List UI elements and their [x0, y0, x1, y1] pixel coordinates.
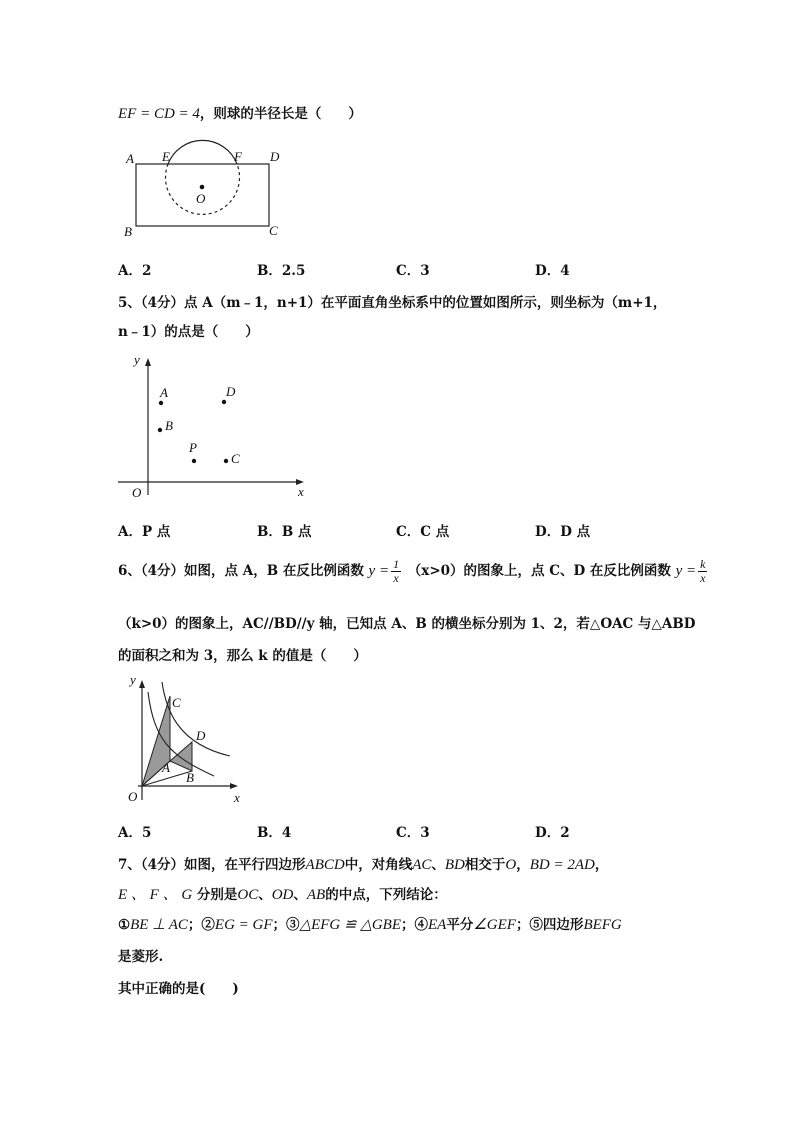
q7-sep-2: ； [272, 917, 287, 933]
q7-line1-d: 相交于 [464, 857, 506, 873]
q7-sep-1: ； [187, 917, 202, 933]
q7-line2-c: 、 [293, 887, 307, 903]
q7-line1-a: 7、（4分）如图，在平行四边形 [118, 857, 306, 873]
q7-line1-e: ， [516, 857, 530, 873]
q5-label-x: x [298, 484, 304, 499]
q5-option-d: D．D 点 [535, 524, 591, 540]
q5-point-D [222, 400, 226, 404]
q6-option-a: A．5 [118, 825, 152, 841]
q7-ac: AC [412, 857, 432, 873]
q7-od: OD [271, 887, 294, 903]
q7-c3-n: ③ [286, 917, 300, 933]
q6-line1 [118, 558, 709, 585]
q7-c4-n: ④ [414, 917, 428, 933]
q4-option-c: C．3 [396, 263, 430, 279]
q7-ab: AB [306, 887, 326, 903]
q7-c5-n: ；⑤四边形 [515, 917, 584, 933]
q5-line2: n﹣1）的点是（ ） [118, 324, 259, 340]
q5-label-P: P [189, 440, 197, 455]
q7-line1 [118, 853, 608, 874]
q7-c4-c: ∠GEF [473, 917, 516, 933]
q6-f1-den: x [393, 571, 399, 585]
q6-fraction-1 [391, 558, 401, 585]
q7-line2 [118, 883, 447, 904]
q5-label-D: D [226, 384, 236, 399]
q4-label-E: E [162, 149, 170, 164]
q6-label-A: A [162, 760, 170, 775]
q5-point-C [224, 459, 228, 463]
q7-c4-b: 平分 [446, 917, 474, 933]
q7-efg: E 、 F 、 G [118, 887, 193, 903]
q7-bd: BD [444, 857, 465, 873]
q5-point-P [192, 459, 196, 463]
q5-label-O: O [132, 485, 142, 500]
q5-line1: 5、（4分）点 A（m﹣1，n+1）在平面直角坐标系中的位置如图所示，则坐标为（m+1， [118, 295, 667, 311]
q6-y-arrow [139, 680, 145, 688]
q6-option-d: D．2 [535, 825, 570, 841]
q6-line1-b: （x>0）的图象上，点 C、D 在反比例函数 [407, 563, 671, 579]
q4-option-d: D．4 [535, 263, 570, 279]
q4-label-C: C [269, 223, 278, 238]
q7-line1-b: 中，对角线 [344, 857, 413, 873]
q7-line2-a: 分别是 [196, 887, 238, 903]
q7-line1-f: ， [594, 857, 609, 873]
q4-option-a: A．2 [118, 263, 152, 279]
q4-label-O: O [196, 191, 206, 206]
q6-label-C: C [172, 695, 181, 710]
q4-center-dot [200, 185, 205, 190]
q6-line2: （k>0）的图象上，AC//BD//y 轴，已知点 A、B 的横坐标分别为 1、2，若△OAC 与△ABD [118, 616, 696, 632]
q6-f1-y: y = [368, 563, 390, 579]
q5-label-y: y [134, 352, 140, 367]
q6-f2-den: x [700, 571, 706, 585]
q7-oc: OC [237, 887, 259, 903]
q4-label-A: A [126, 151, 134, 166]
q7-line2-b: 、 [258, 887, 272, 903]
q5-label-C: C [231, 451, 240, 466]
q7-line3 [118, 913, 622, 934]
q6-label-O: O [128, 789, 138, 804]
q6-fraction-2 [698, 558, 707, 585]
q6-figure [118, 670, 258, 810]
q7-c2: EG = GF [214, 917, 273, 933]
q7-c1-n: ① [118, 917, 131, 933]
q6-option-c: C．3 [396, 825, 430, 841]
q7-sep-3: ； [401, 917, 415, 933]
q7-c2-n: ② [201, 917, 215, 933]
q7-o: O [505, 857, 517, 873]
q6-curve-outer [162, 682, 230, 756]
q7-line2-d: 的中点，下列结论： [325, 887, 447, 903]
q6-label-D: D [196, 728, 206, 743]
q5-point-A [159, 401, 163, 405]
q6-triangle-ABD [170, 742, 192, 771]
q7-line1-c: 、 [431, 857, 445, 873]
q7-line4: 是菱形. [118, 949, 164, 965]
q7-c5: BEFG [583, 917, 622, 933]
q6-line1-a: 6、（4分）如图，点 A，B 在反比例函数 [118, 563, 364, 579]
q4-stem [118, 102, 362, 123]
q4-figure [118, 145, 298, 245]
q4-stem-math: EF = CD = 4 [118, 106, 200, 122]
q6-x-arrow [230, 783, 238, 789]
q4-stem-text: ，则球的半径长是（ ） [199, 106, 362, 122]
q5-y-arrow [145, 358, 151, 366]
q6-option-b: B．4 [257, 825, 292, 841]
q7-bd2ad: BD = 2AD [529, 857, 595, 873]
q6-line3: 的面积之和为 3，那么 k 的值是（ ） [118, 648, 367, 664]
q7-c1: BE ⊥ AC [130, 917, 188, 933]
q6-label-x: x [234, 790, 240, 805]
q5-figure [118, 350, 318, 500]
q6-f1-num: 1 [393, 557, 400, 571]
q6-label-B: B [186, 770, 194, 785]
q5-option-c: C．C 点 [396, 524, 450, 540]
q7-line5: 其中正确的是( ) [118, 981, 239, 997]
q4-label-B: B [124, 224, 132, 239]
q5-option-a: A．P 点 [118, 524, 171, 540]
q5-option-b: B．B 点 [257, 524, 312, 540]
q5-label-A: A [160, 385, 168, 400]
q5-label-B: B [165, 418, 173, 433]
q7-c3: △EFG ≌ △GBE [299, 917, 401, 933]
q7-abcd: ABCD [305, 857, 345, 873]
q4-option-b: B．2.5 [257, 263, 306, 279]
q4-arc-solid [168, 140, 237, 164]
q5-point-B [158, 428, 162, 432]
q6-f2-y: y = [675, 563, 697, 579]
q6-label-y: y [130, 672, 136, 687]
q6-f2-num: k [700, 557, 706, 571]
q4-label-D: D [270, 149, 280, 164]
q4-label-F: F [234, 149, 242, 164]
q7-c4-a: EA [428, 917, 447, 933]
